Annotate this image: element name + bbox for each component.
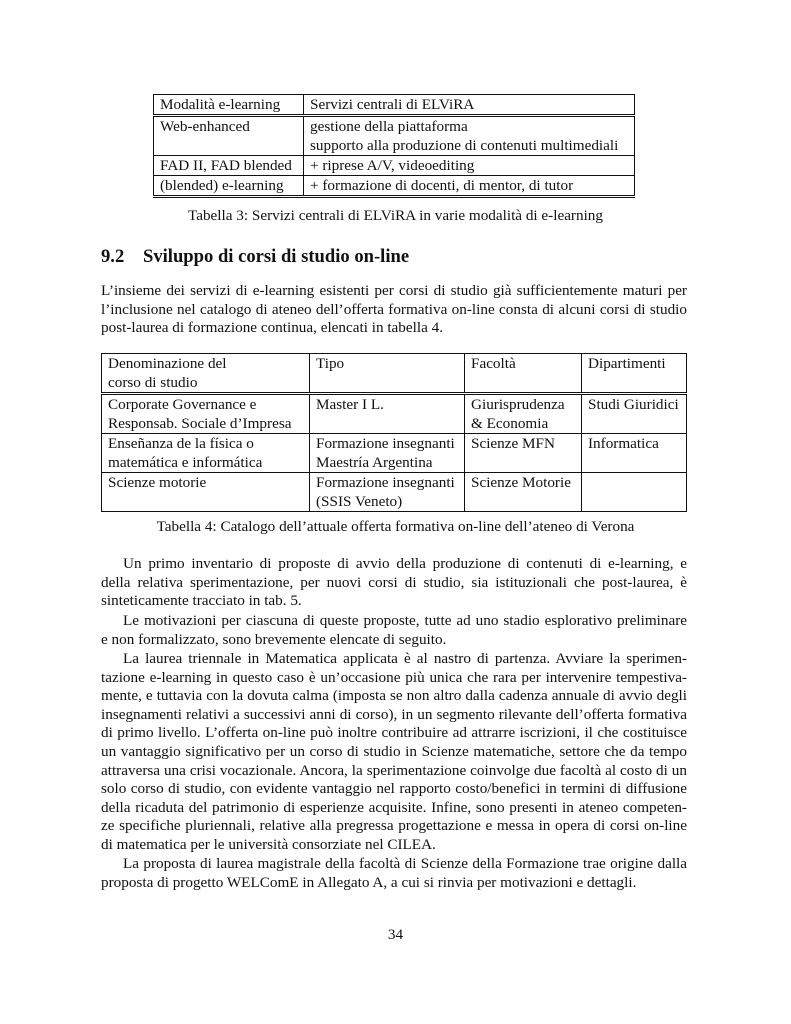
text-line: e non formalizzato, sono brevemente elencate di seguito. [101,630,447,648]
text-line: un vantaggio significativo per un corso di studio in Scienze matematiche, settore che da tempo [101,742,687,760]
table-cell: Enseñanza de la física o matemática e informática [102,434,310,473]
table-cell: Scienze Motorie [465,473,582,512]
body-paragraph [101,650,687,855]
table-cell: Master I L. [310,394,465,434]
section-heading [101,248,409,267]
table-header-row [154,95,635,116]
table-row [102,473,687,512]
text-line: attraversa una crisi vocazionale. Ancora, la sperimentazione coinvolge due facoltà al costo di un [101,761,687,779]
text-line: della ricaduta del patrimonio di esperienze acquisite. Infine, sono presenti in ateneo competen- [101,798,687,816]
table-row [154,116,635,137]
table-cell: FAD II, FAD blended [154,156,304,176]
page-number: 34 [387,926,404,943]
table-cell: Informatica [582,434,687,473]
table-cell: gestione della piattaforma [304,116,635,137]
table-header-cell: Modalità e-learning [154,95,304,116]
text-line: Un primo inventario di proposte di avvio della produzione di contenuti di e-learning, e [123,555,687,572]
table-row [154,156,635,176]
table-header-cell: Tipo [310,354,465,394]
text-line: di primo livello. L’offerta on-line può inoltre contribuire ad attrarre iscrizioni, il che costituisce [101,724,687,742]
table-cell: Studi Giuridici [582,394,687,434]
body-paragraph [101,855,687,892]
services-table [153,94,635,198]
text-line: mente, e tuttavia con la dovuta calma (imposta se non altro dalla cadenza annuale di avvio degli [101,687,687,705]
table-cell [582,473,687,512]
body-paragraph [101,555,687,611]
table-cell: Scienze MFN [465,434,582,473]
table-header-cell: Facoltà [465,354,582,394]
intro-paragraph [101,282,687,338]
text-line: proposta di progetto WELComE in Allegato A, a cui si rinvia per motivazioni e dettagli. [101,873,637,891]
text-line: ze specifiche pluriennali, relative alla pregressa progettazione e messa in opera di corsi on-line [101,817,687,835]
text-line: L’insieme dei servizi di e-learning esistenti per corsi di studio già sufficientemente maturi per [101,282,687,299]
text-line: l’inclusione nel catalogo di ateneo dell’offerta formativa on-line consta di alcuni corsi di studio [101,300,687,318]
table-cell: Scienze motorie [102,473,310,512]
text-line: di matematica per le università consorziate nel CILEA. [101,835,436,853]
body-paragraph [101,612,687,649]
table-caption: Tabella 4: Catalogo dell’attuale offerta formativa on-line dell’ateneo di Verona [156,518,635,535]
text-line: sinteticamente tracciato in tab. 5. [101,592,302,610]
section-title: Sviluppo di corsi di studio on-line [143,246,410,267]
table-cell [154,136,304,156]
table-row [154,176,635,197]
table-cell: supporto alla produzione di contenuti multimediali [304,136,635,156]
text-line: insegnamenti relativi a successivi anni di corso), in un segmento rilevante dell’offerta formativa [101,705,687,723]
table-cell: + riprese A/V, videoediting [304,156,635,176]
table-cell: Giurisprudenza & Economia [465,394,582,434]
table-cell: (blended) e-learning [154,176,304,197]
text-line: Le motivazioni per ciascuna di queste proposte, tutte ad uno stadio esplorativo preliminare [123,612,687,629]
table-cell: Formazione insegnanti (SSIS Veneto) [310,473,465,512]
section-number: 9.2 [101,246,125,267]
course-catalog-table [101,353,687,512]
text-line: della relativa sperimentazione, per nuovi corsi di studio, sia istituzionali che post-laurea, è [101,573,687,591]
table-header-cell: Servizi centrali di ELViRA [304,95,635,116]
table-header-row [102,354,687,394]
table-cell: + formazione di docenti, di mentor, di tutor [304,176,635,197]
text-line: post-laurea di formazione continua, elencati in tabella 4. [101,319,444,337]
table-cell: Formazione insegnanti Maestría Argentina [310,434,465,473]
table-row [102,394,687,434]
text-line: La proposta di laurea magistrale della facoltà di Scienze della Formazione trae origine dalla [123,855,687,872]
text-line: tazione e-learning in questo caso è un’occasione più unica che rara per intervenire tempestiva- [101,668,687,686]
table-header-cell: Dipartimenti [582,354,687,394]
table-row [102,434,687,473]
text-line: La laurea triennale in Matematica applicata è al nastro di partenza. Avviare la sperimen- [123,650,687,667]
table-cell: Web-enhanced [154,116,304,137]
table-cell: Corporate Governance e Responsab. Sociale d’Impresa [102,394,310,434]
table-header-cell: Denominazione del corso di studio [102,354,310,394]
table-row [154,136,635,156]
text-line: solo corso di studio, con evidente vantaggio nel rapporto costo/benefici in termini di diffusione [101,780,687,798]
table-caption: Tabella 3: Servizi centrali di ELViRA in varie modalità di e-learning [188,207,603,224]
